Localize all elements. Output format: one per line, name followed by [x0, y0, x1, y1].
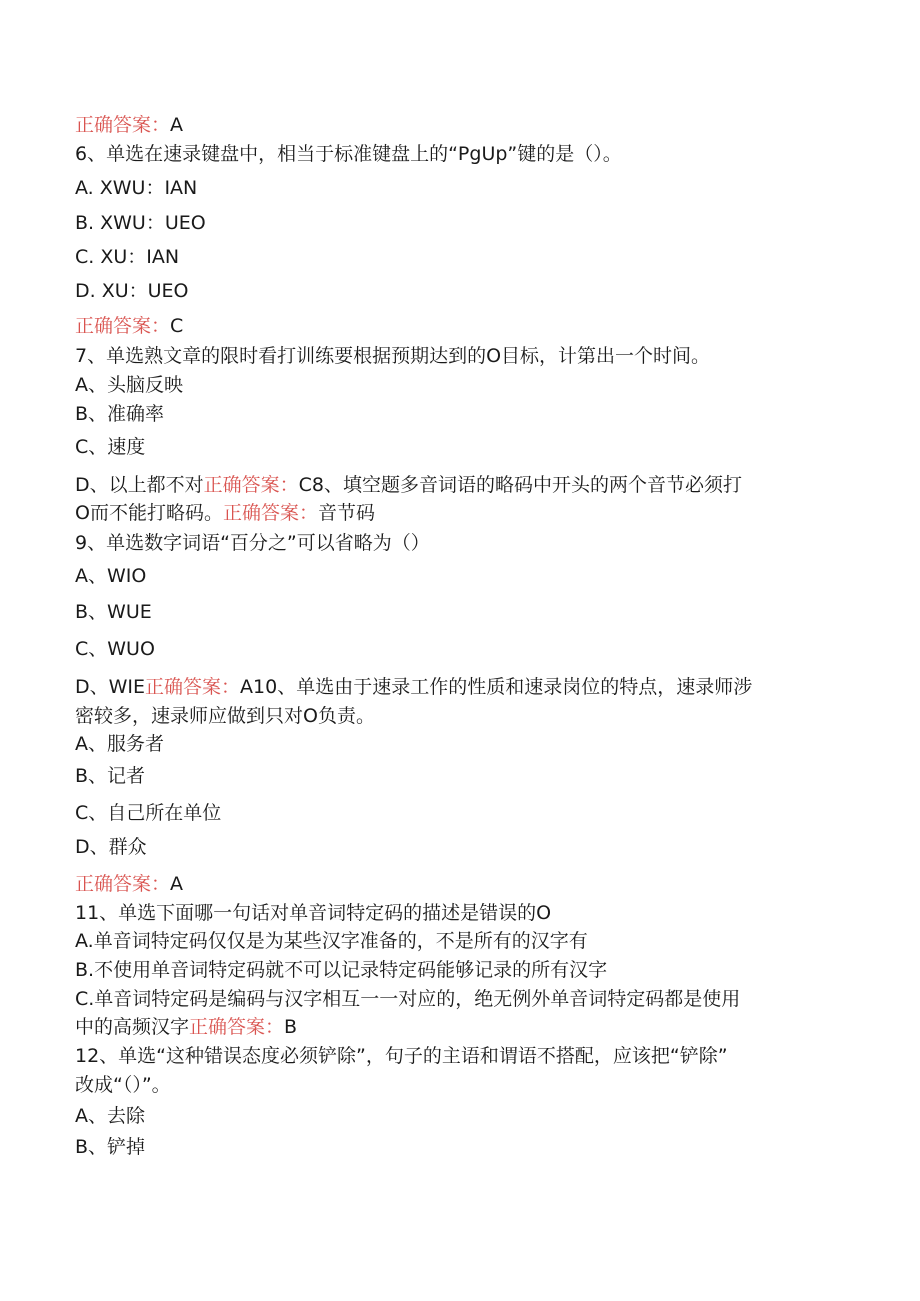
- text-line: [75, 210, 206, 236]
- answer-label: 正确答案：: [145, 676, 241, 698]
- text-line: [75, 928, 588, 954]
- text-segment: A、WIO: [75, 565, 147, 587]
- text-line: [75, 900, 551, 926]
- text-segment: 12、单选“这种错误态度必须铲除”，句子的主语和谓语不搭配，应该把“铲除”: [75, 1045, 728, 1067]
- text-line: [75, 1103, 145, 1129]
- text-segment: D、群众: [75, 836, 147, 858]
- text-segment: 6、单选在速录键盘中，相当于标准键盘上的“PgUp”键的是（）。: [75, 143, 622, 165]
- text-segment: 中的高频汉字: [75, 1016, 190, 1038]
- text-line: [75, 834, 147, 860]
- text-line: [75, 141, 622, 167]
- text-segment: 密较多，速录师应做到只对O负责。: [75, 705, 375, 727]
- answer-label: 正确答案：: [75, 114, 171, 136]
- text-line: [75, 599, 152, 625]
- answer-label: 正确答案：: [75, 315, 171, 337]
- text-line: [75, 530, 430, 556]
- text-line: [75, 1072, 171, 1098]
- text-segment: A: [170, 114, 184, 136]
- text-segment: 9、单选数字词语“百分之”可以省略为（）: [75, 532, 430, 554]
- text-segment: A、去除: [75, 1105, 145, 1127]
- text-line: [75, 636, 155, 662]
- text-line: [75, 500, 375, 526]
- text-line: [75, 244, 179, 270]
- text-line: [75, 372, 183, 398]
- text-segment: B、WUE: [75, 601, 152, 623]
- text-line: [75, 563, 146, 589]
- text-line: [75, 800, 221, 826]
- text-line: [75, 343, 710, 369]
- text-segment: C、速度: [75, 436, 146, 458]
- text-line: [75, 957, 607, 983]
- text-line: [75, 434, 145, 460]
- text-segment: B: [284, 1016, 298, 1038]
- text-segment: 7、单选熟文章的限时看打训练要根据预期达到的O目标，计第出一个时间。: [75, 345, 711, 367]
- text-line: [75, 674, 752, 700]
- text-line: [75, 731, 164, 757]
- text-segment: B、铲掉: [75, 1136, 146, 1158]
- text-segment: B.不使用单音词特定码就不可以记录特定码能够记录的所有汉字: [75, 959, 608, 981]
- text-line: [75, 1043, 728, 1069]
- text-line: [75, 1014, 297, 1040]
- text-line: [75, 112, 183, 138]
- answer-label: 正确答案：: [222, 502, 318, 524]
- text-segment: C: [170, 315, 184, 337]
- text-segment: O而不能打略码。: [75, 502, 223, 524]
- text-segment: A、头脑反映: [75, 374, 183, 396]
- text-line: [75, 175, 197, 201]
- text-segment: C. XU：IAN: [75, 246, 180, 268]
- answer-label: 正确答案：: [189, 1016, 285, 1038]
- text-segment: 11、单选下面哪一句话对单音词特定码的描述是错误的O: [75, 902, 552, 924]
- text-segment: D. XU：UEO: [75, 280, 189, 302]
- text-line: [75, 986, 740, 1012]
- text-segment: 音节码: [317, 502, 375, 524]
- text-line: [75, 472, 742, 498]
- text-line: [75, 871, 183, 897]
- text-line: [75, 313, 183, 339]
- text-segment: A. XWU：IAN: [75, 177, 198, 199]
- text-line: [75, 703, 375, 729]
- answer-label: 正确答案：: [75, 873, 171, 895]
- text-segment: A: [170, 873, 184, 895]
- text-segment: B. XWU：UEO: [75, 212, 206, 234]
- text-segment: A.单音词特定码仅仅是为某些汉字准备的，不是所有的汉字有: [75, 930, 588, 952]
- text-line: [75, 763, 145, 789]
- text-line: [75, 278, 189, 304]
- text-segment: C、WUO: [75, 638, 155, 660]
- text-segment: C、自己所在单位: [75, 802, 222, 824]
- text-segment: B、准确率: [75, 403, 165, 425]
- text-line: [75, 401, 164, 427]
- text-segment: A10、单选由于速录工作的性质和速录岗位的特点，速录师涉: [240, 676, 753, 698]
- text-line: [75, 1134, 145, 1160]
- text-segment: D、WIE: [75, 676, 146, 698]
- answer-label: 正确答案：: [203, 474, 299, 496]
- text-segment: B、记者: [75, 765, 146, 787]
- text-segment: C8、填空题多音词语的略码中开头的两个音节必须打: [298, 474, 743, 496]
- text-segment: 改成“（）”。: [75, 1074, 171, 1096]
- text-segment: D、以上都不对: [75, 474, 204, 496]
- text-segment: A、服务者: [75, 733, 164, 755]
- text-segment: C.单音词特定码是编码与汉字相互一一对应的，绝无例外单音词特定码都是使用: [75, 988, 741, 1010]
